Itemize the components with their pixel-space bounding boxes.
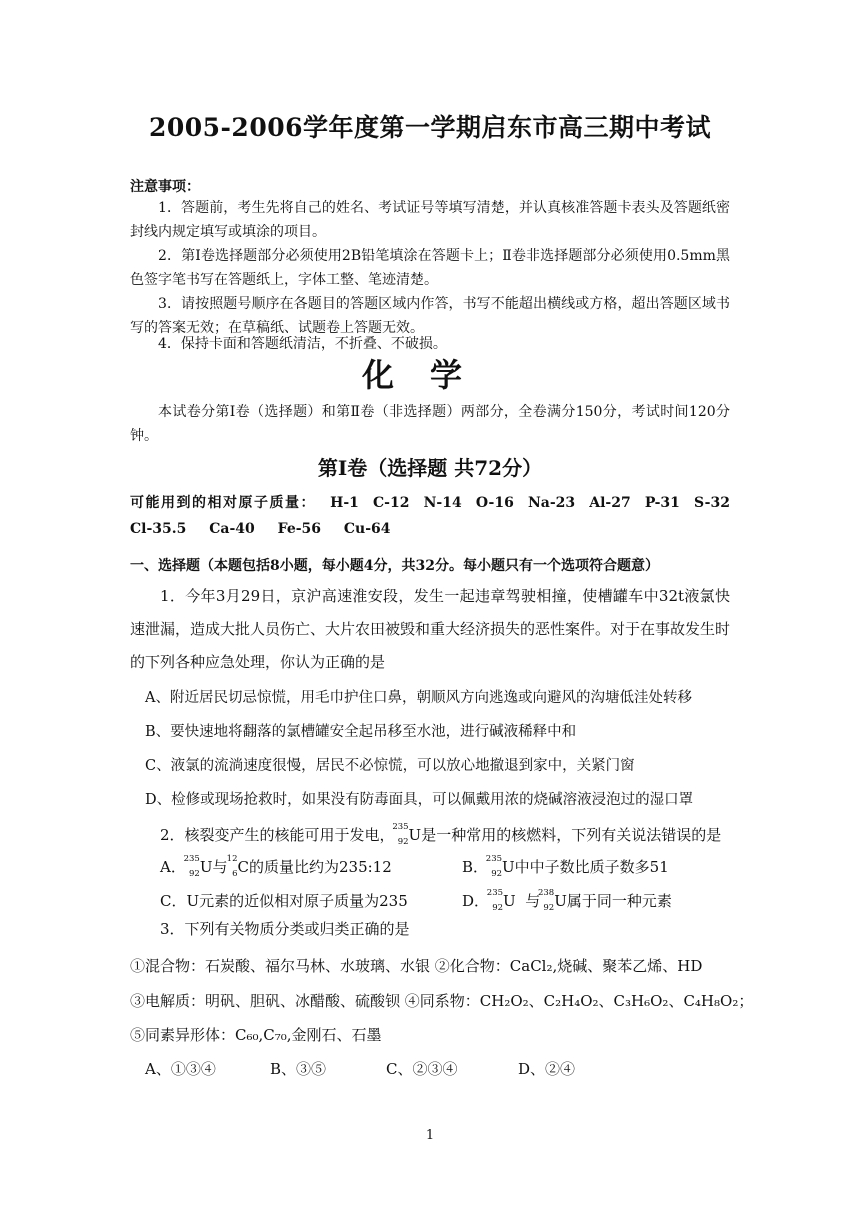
atomic-mass-item: Cl-35.5 [130,521,187,537]
question-2-stem: 2．核裂变产生的核能可用于发电， 235 92 U是一种常用的核燃料，下列有关说法错误的是 [160,822,722,847]
atomic-mass-item: Al-27 [589,495,631,511]
notice-item-3: 3．请按照题号顺序在各题目的答题区域内作答，书写不能超出横线或方格，超出答题区域书写的答案无效；在草稿纸、试题卷上答题无效。 [130,296,730,336]
atomic-mass-item: S-32 [694,495,730,511]
subject-title: 化学 [361,356,498,394]
uranium-235-symbol: 235 92 [392,822,409,847]
question-3-option-a: A、①③④ [145,1060,216,1078]
question-1-option-b: B、要快速地将翻落的氯槽罐安全起吊移至水池，进行碱液稀释中和 [145,724,577,740]
atomic-mass-item: Fe-56 [277,521,322,537]
notice-item-2: 2．第Ⅰ卷选择题部分必须使用2B铅笔填涂在答题卡上；Ⅱ卷非选择题部分必须使用0.5mm黑色签字笔书写在答题纸上，字体工整、笔迹清楚。 [130,248,730,288]
atomic-mass-label: 可能用到的相对原子质量： [130,495,316,511]
notice-item-4: 4．保持卡面和答题纸清洁，不折叠、不破损。 [158,336,447,352]
question-3-option-b: B、③⑤ [270,1060,327,1078]
atomic-masses [130,490,730,542]
question-1-option-d: D、检修或现场抢救时，如果没有防毒面具，可以佩戴用浓的烧碱溶液浸泡过的湿口罩 [145,792,694,808]
question-3-line-3: ⑤同素异形体：C₆₀,C₇₀,金刚石、石墨 [130,1026,382,1044]
question-2-option-a: A． 235 92 U与 12 6 C的质量比约为235:12 [160,854,392,879]
atomic-mass-item: Na-23 [527,495,576,511]
question-1-stem: 1．今年3月29日，京沪高速淮安段，发生一起违章驾驶相撞，使槽罐车中32t液氯快速泄漏，造成大批人员伤亡、大片农田被毁和重大经济损失的恶性案件。对于在事故发生时的下列各种应急处理，你认为正确的是 [130,587,731,671]
atomic-mass-item: Cu-64 [343,521,391,537]
part1-heading: 一、选择题（本题包括8小题，每小题4分，共32分。每小题只有一个选项符合题意） [130,558,659,574]
page-number: 1 [425,1128,435,1143]
question-3-stem: 3．下列有关物质分类或归类正确的是 [160,920,410,938]
atomic-mass-item: P-31 [644,495,680,511]
question-3-line-1: ①混合物：石炭酸、福尔马林、水玻璃、水银 ②化合物：CaCl₂,烧碱、聚苯乙烯、HD [130,957,703,975]
section-title: 第Ⅰ卷（选择题 共72分） [317,456,543,480]
question-1-option-c: C、液氯的流淌速度很慢，居民不必惊慌，可以放心地撤退到家中，关紧门窗 [145,758,635,774]
notice-heading: 注意事项： [130,179,200,195]
question-3-option-d: D、②④ [518,1060,576,1078]
question-3-line-2: ③电解质：明矾、胆矾、冰醋酸、硫酸钡 ④同系物：CH₂O₂、C₂H₄O₂、C₃H₆O₂、C₄H₈O₂； [130,992,754,1010]
question-2-option-d: D． 235 92 U 与 238 92 U属于同一种元素 [462,888,672,913]
question-3-option-c: C、②③④ [386,1060,458,1078]
atomic-mass-item: N-14 [423,495,462,511]
notice-item-1: 1．答题前，考生先将自己的姓名、考试证号等填写清楚，并认真核准答题卡表头及答题纸密封线内规定填写或填涂的项目。 [130,200,730,240]
atomic-mass-item: O-16 [475,495,514,511]
atomic-mass-item: Ca-40 [209,521,255,537]
atomic-mass-item: H-1 [330,495,359,511]
question-1-option-a: A、附近居民切忌惊慌，用毛巾护住口鼻，朝顺风方向逃逸或向避风的沟塘低洼处转移 [145,690,692,706]
question-2-option-c: C．U元素的近似相对原子质量为235 [160,892,408,910]
question-2-option-b: B． 235 92 U中中子数比质子数多51 [462,854,669,879]
page-title: 2005-2006学年度第一学期启东市高三期中考试 [148,113,712,142]
exam-intro: 本试卷分第Ⅰ卷（选择题）和第Ⅱ卷（非选择题）两部分，全卷满分150分，考试时间120分钟。 [130,404,730,444]
atomic-mass-item: C-12 [373,495,410,511]
